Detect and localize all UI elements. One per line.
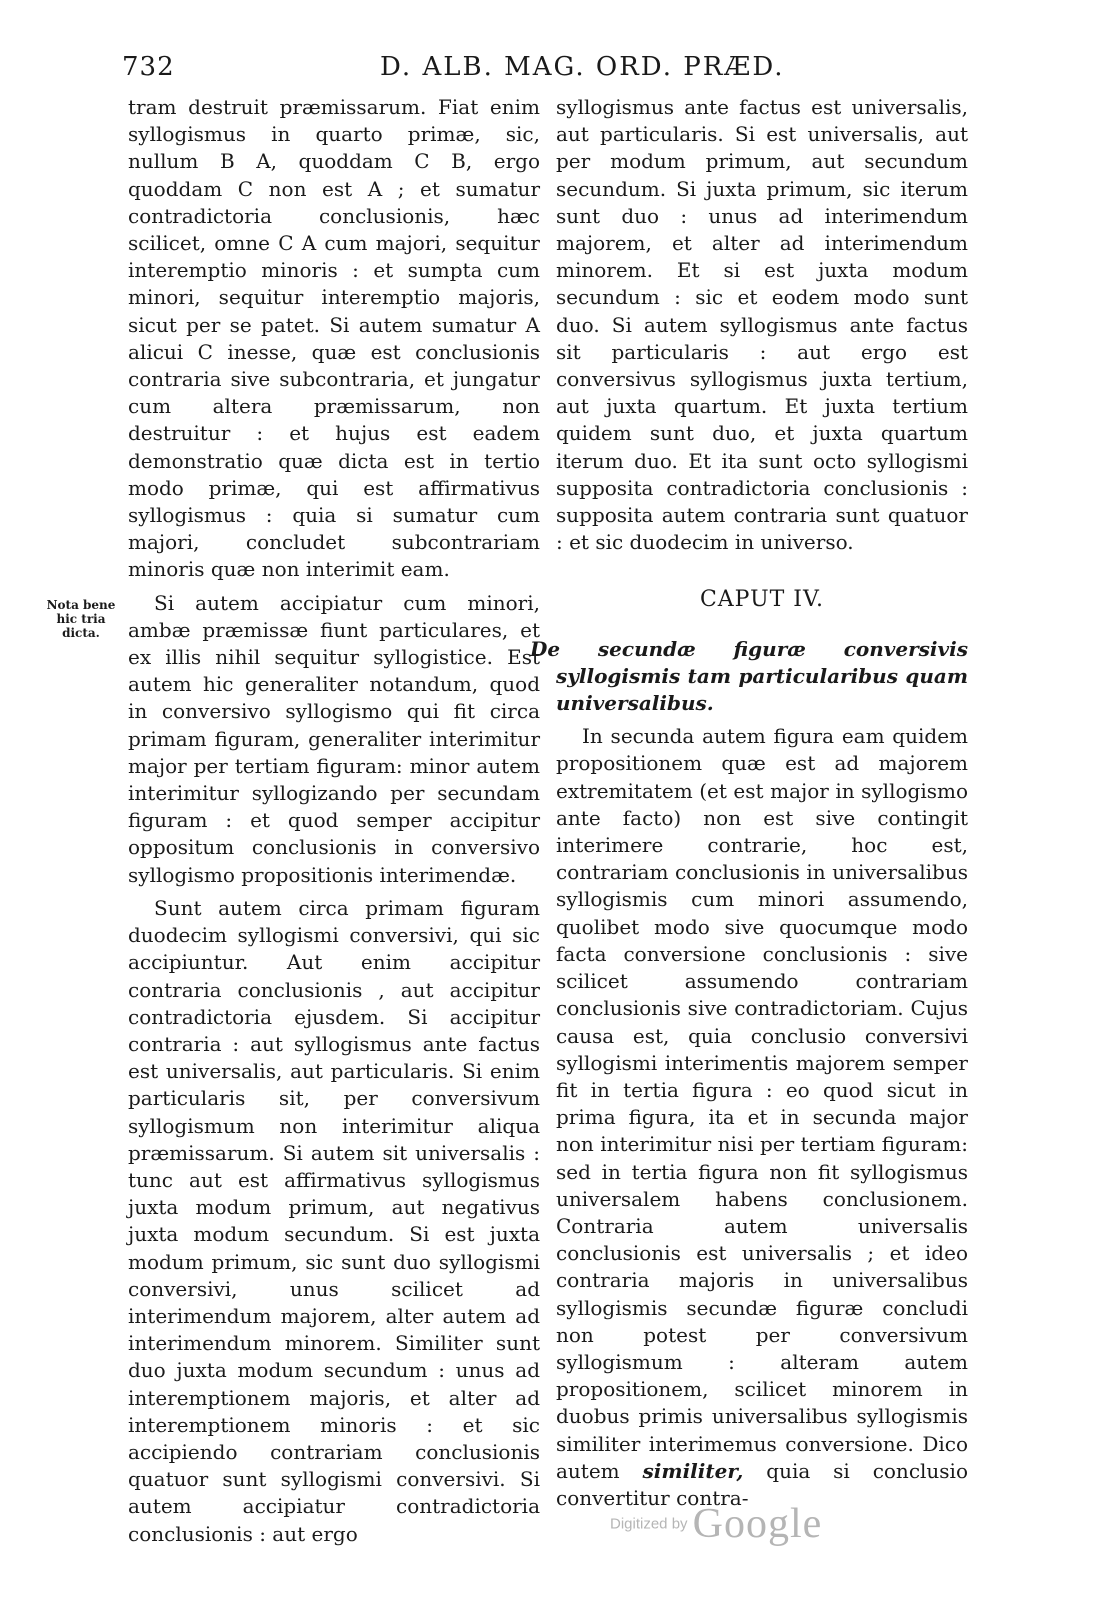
paragraph-tail: quia si conclusio convertitur contra- bbox=[556, 1458, 968, 1510]
running-title: D. ALB. MAG. ORD. PRÆD. bbox=[380, 52, 785, 82]
paragraph-text: In secunda autem figura eam quidem propositionem quæ est ad majorem extremitatem (et est major in syllogismo ante facto) non est sive contingit interimere contrarie, hoc est, contrariam conclusionis in universalibus syllogismis cum minori assumendo, quolibet modo sive quocumque modo facta conversione conclusionis : sive scilicet assumendo contrariam conclusionis sive contradictoriam. Cujus causa est, quia conclusio conversivi syllogismi interimentis majorem semper fit in tertia figura : eo quod sicut in prima figura, ita et in secunda major non interimitur nisi per tertiam figuram: sed in tertia figura non fit syllogismus universalem habens conclusionem. Contraria autem universalis conclusionis est universalis ; et ideo contraria majoris in universalibus syllogismis secundæ figuræ concludi non potest per conversivum syllogismum : alteram autem propositionem, scilicet minorem in duobus primis universalibus syllogismis similiter interimemus conversione. Dico autem bbox=[556, 724, 968, 1483]
right-column bbox=[530, 94, 968, 1512]
chapter-summary: De secundæ figuræ conversivis syllogismis tam particularibus quam universalibus. bbox=[530, 636, 968, 716]
page-number: 732 bbox=[122, 52, 175, 82]
paragraph: tram destruit præmissarum. Fiat enim syllogismus in quarto primæ, sic, nullum B A, quoddam C B, ergo quoddam C non est A ; et sumatur contradictoria conclusionis, hæc scilicet, omne C A cum majori, sequitur interemptio minoris : et sumpta cum minori, sequitur interemptio majoris, sicut per se patet. Si autem sumatur A alicui C inesse, quæ est conclusionis contraria sive subcontraria, et jungatur cum altera præmissarum, non destruitur : et hujus est eadem demonstratio quæ dicta est in tertio modo primæ, qui est affirmativus syllogismus : quia si sumatur cum majori, concludet subcontrariam minoris quæ non interimit eam. bbox=[128, 95, 540, 582]
left-column bbox=[128, 94, 540, 1548]
paragraph: Si autem accipiatur cum minori, ambæ præmissæ fiunt particulares, et ex illis nihil sequitur syllogistice. Est autem hic generaliter notandum, quod in conversivo syllogismo qui fit circa primam figuram, generaliter interimitur major per tertiam figuram: minor autem interimitur syllogizando per secundam figuram : et quod semper accipitur oppositum conclusionis in conversivo syllogismo propositionis interimendæ. bbox=[128, 590, 540, 887]
margin-note: Nota bene hic tria dicta. bbox=[46, 598, 116, 640]
watermark-prefix: Digitized by bbox=[610, 1515, 688, 1533]
page-header bbox=[118, 48, 968, 88]
paragraph: Sunt autem circa primam figuram duodecim syllogismi conversivi, qui sic accipiuntur. Aut enim accipitur contraria conclusionis , aut accipitur contradictoria ejusdem. Si accipitur contraria : aut syllogismus ante factus est universalis, aut particularis. Si enim particularis sit, per conversivum syllogismum non interimitur aliqua præmissarum. Si autem sit universalis : tunc aut est affirmativus syllogismus juxta modum primum, aut negativus juxta modum secundum. Si est juxta modum primum, sic sunt duo syllogismi conversivi, unus scilicet ad interimendum majorem, alter autem ad interimendum minorem. Similiter sunt duo juxta modum secundum : unus ad interemptionem majoris, et alter ad interemptionem minoris : et sic accipiendo contrariam conclusionis quatuor sunt syllogismi conversivi. Si autem accipiatur contradictoria conclusionis : aut ergo bbox=[128, 895, 540, 1546]
google-logo: Google bbox=[692, 1501, 823, 1547]
chapter-heading: CAPUT IV. bbox=[699, 587, 825, 613]
digitized-watermark bbox=[610, 1500, 822, 1548]
paragraph: syllogismus ante factus est universalis, aut particularis. Si est universalis, aut per modum primum, aut secundum secundum. Si juxta primum, sic iterum sunt duo : unus ad interimendum majorem, et alter ad interimendum minorem. Et si est juxta modum secundum : sic et eodem modo sunt duo. Si autem syllogismus ante factus sit particularis : aut ergo est conversivus syllogismus juxta tertium, aut juxta quartum. Et juxta tertium quidem sunt duo, et juxta quartum iterum duo. Et ita sunt octo syllogismi supposita contradictoria conclusionis : supposita autem contraria sunt quatuor : et sic duodecim in universo. bbox=[556, 95, 968, 555]
emphasis-word: similiter, bbox=[642, 1458, 744, 1483]
paragraph bbox=[556, 723, 968, 1512]
